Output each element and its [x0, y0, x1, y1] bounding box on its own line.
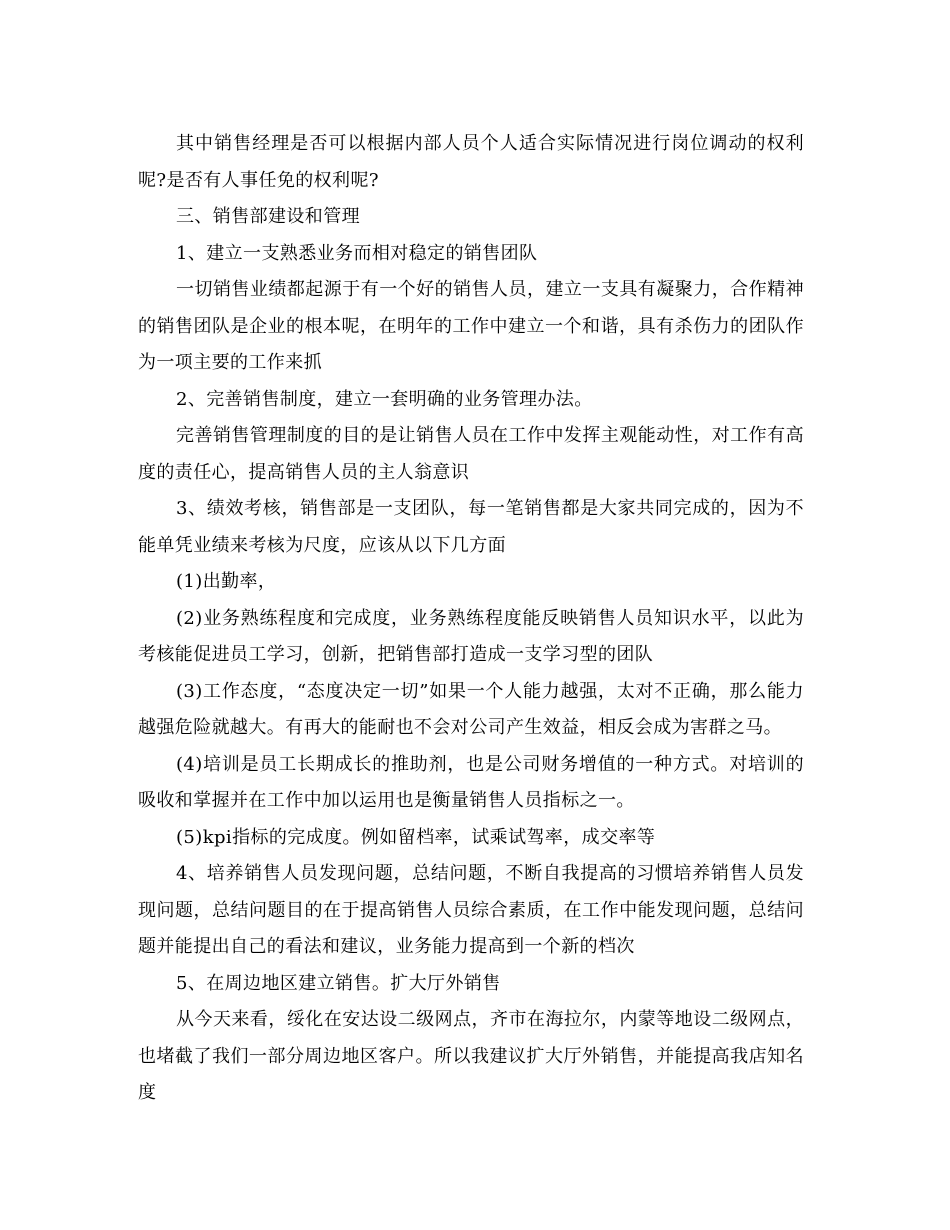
item-heading-5: 5、在周边地区建立销售。扩大厅外销售 [176, 972, 501, 994]
sub-item-4: (4)培训是员工长期成长的推助剂，也是公司财务增值的一种方式。对培训的吸收和掌握并在工作中加以运用也是衡量销售人员指标之一。 [138, 753, 804, 811]
paragraph-system: 完善销售管理制度的目的是让销售人员在工作中发挥主观能动性，对工作有高度的责任心，提高销售人员的主人翁意识 [138, 425, 804, 483]
item-heading-4: 4、培养销售人员发现问题，总结问题，不断自我提高的习惯培养销售人员发现问题，总结问题目的在于提高销售人员综合素质，在工作中能发现问题，总结问题并能提出自己的看法和建议，业务能力提高到一个新的档次 [138, 863, 804, 957]
section-heading-3: 三、销售部建设和管理 [176, 206, 360, 227]
sub-item-2: (2)业务熟练程度和完成度，业务熟练程度能反映销售人员知识水平，以此为考核能促进员工学习，创新，把销售部打造成一支学习型的团队 [138, 607, 804, 665]
item-heading-2: 2、完善销售制度，建立一套明确的业务管理办法。 [176, 388, 593, 410]
paragraph-outlets: 从今天来看，绥化在安达设二级网点，齐市在海拉尔，内蒙等地设二级网点，也堵截了我们一部分周边地区客户。所以我建议扩大厅外销售，并能提高我店知名度 [138, 1009, 804, 1103]
item-heading-3: 3、绩效考核，销售部是一支团队，每一笔销售都是大家共同完成的，因为不能单凭业绩来考核为尺度，应该从以下几方面 [138, 498, 804, 556]
sub-item-1: (1)出勤率， [176, 571, 277, 592]
sub-item-5: (5)kpi指标的完成度。例如留档率，试乘试驾率，成交率等 [176, 826, 656, 848]
document-body [138, 126, 804, 1112]
item-heading-1: 1、建立一支熟悉业务而相对稳定的销售团队 [176, 242, 538, 264]
paragraph-1: 其中销售经理是否可以根据内部人员个人适合实际情况进行岗位调动的权利呢?是否有人事任免的权利呢? [138, 133, 804, 191]
paragraph-team: 一切销售业绩都起源于有一个好的销售人员，建立一支具有凝聚力，合作精神的销售团队是企业的根本呢，在明年的工作中建立一个和谐，具有杀伤力的团队作为一项主要的工作来抓 [138, 279, 804, 373]
sub-item-3: (3)工作态度，“态度决定一切”如果一个人能力越强，太对不正确，那么能力越强危险就越大。有再大的能耐也不会对公司产生效益，相反会成为害群之马。 [138, 680, 804, 738]
